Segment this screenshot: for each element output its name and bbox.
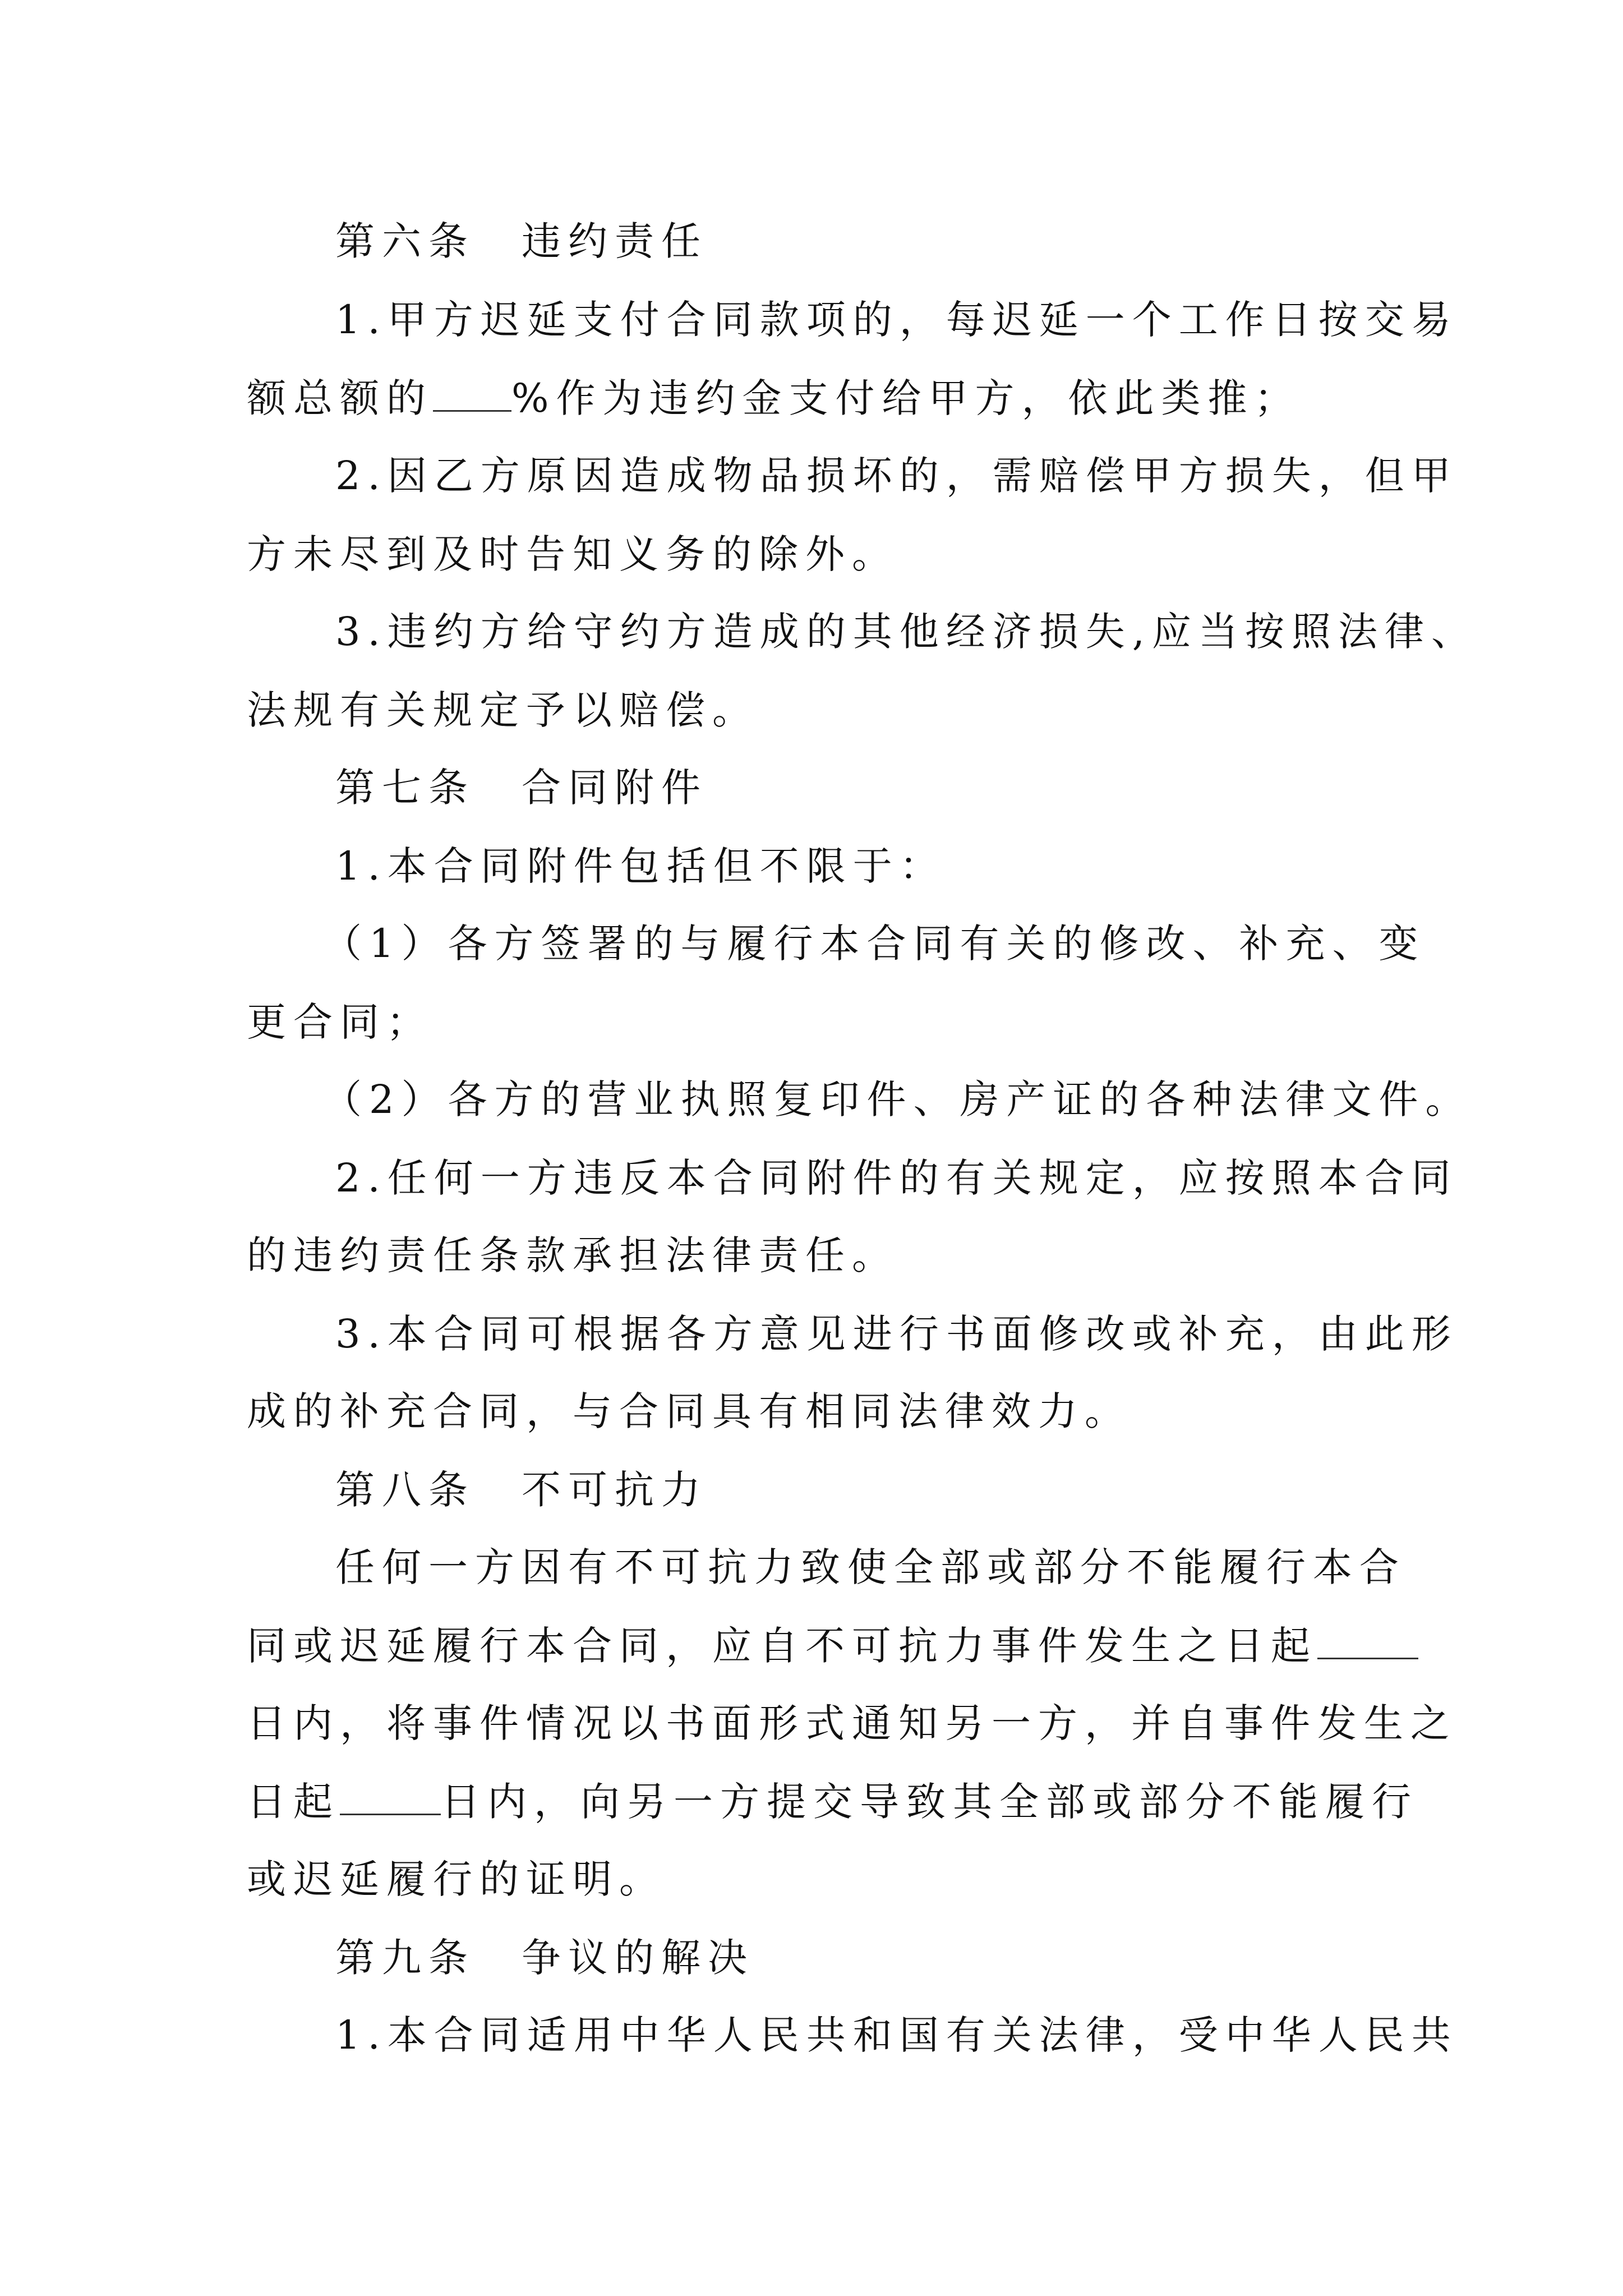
article-7-clause-2-line-1: 2.任何一方违反本合同附件的有关规定，应按照本合同 — [335, 1155, 1458, 1201]
article-7-clause-3-line-1: 3.本合同可根据各方意见进行书面修改或补充，由此形 — [335, 1311, 1458, 1357]
article-6-clause-3-line-1: 3.违约方给守约方造成的其他经济损失,应当按照法律、 — [335, 609, 1478, 655]
text-segment: 同或迟延履行本合同，应自不可抗力事件发生之日起 — [247, 1623, 1317, 1669]
text-segment: 额总额的 — [247, 375, 433, 421]
article-8-paragraph-line-5: 或迟延履行的证明。 — [247, 1856, 666, 1902]
article-8-paragraph-line-4 — [247, 1779, 1418, 1825]
article-6-clause-1-line-2 — [247, 376, 1385, 421]
text-segment: %作为违约金支付给甲方，依此类推； — [511, 375, 1301, 421]
article-8-paragraph-line-3: 日内，将事件情况以书面形式通知另一方，并自事件发生之 — [247, 1700, 1457, 1746]
article-7-item-1-line-2: 更合同； — [247, 999, 433, 1045]
article-6-clause-2-line-2: 方未尽到及时告知义务的除外。 — [247, 531, 898, 577]
article-6-clause-3-line-2: 法规有关规定予以赔偿。 — [247, 687, 759, 733]
article-9-heading: 第九条 争议的解决 — [335, 1935, 754, 1981]
article-7-clause-2-line-2: 的违约责任条款承担法律责任。 — [247, 1232, 898, 1278]
fill-in-blank — [1317, 1624, 1418, 1659]
article-6-clause-2-line-1: 2.因乙方原因造成物品损坏的，需赔偿甲方损失，但甲 — [335, 453, 1458, 499]
article-7-item-1-line-1: （1）各方签署的与履行本合同有关的修改、补充、变 — [322, 921, 1426, 967]
text-segment: 日内，向另一方提交导致其全部或部分不能履行 — [441, 1779, 1418, 1825]
fill-in-blank — [340, 1780, 441, 1815]
fill-in-blank — [433, 376, 511, 412]
article-6-heading: 第六条 违约责任 — [335, 218, 708, 264]
article-7-clause-3-line-2: 成的补充合同，与合同具有相同法律效力。 — [247, 1388, 1131, 1434]
text-segment: 日起 — [247, 1779, 340, 1825]
article-9-clause-1-line-1: 1.本合同适用中华人民共和国有关法律，受中华人民共 — [335, 2012, 1458, 2058]
article-8-heading: 第八条 不可抗力 — [335, 1467, 708, 1513]
article-8-paragraph-line-1: 任何一方因有不可抗力致使全部或部分不能履行本合 — [335, 1544, 1406, 1590]
article-7-item-2: （2）各方的营业执照复印件、房产证的各种法律文件。 — [322, 1076, 1472, 1122]
article-7-clause-1: 1.本合同附件包括但不限于： — [335, 843, 946, 889]
article-7-heading: 第七条 合同附件 — [335, 765, 708, 811]
article-8-paragraph-line-2 — [247, 1623, 1385, 1668]
article-6-clause-1-line-1: 1.甲方迟延支付合同款项的，每迟延一个工作日按交易 — [335, 297, 1458, 343]
